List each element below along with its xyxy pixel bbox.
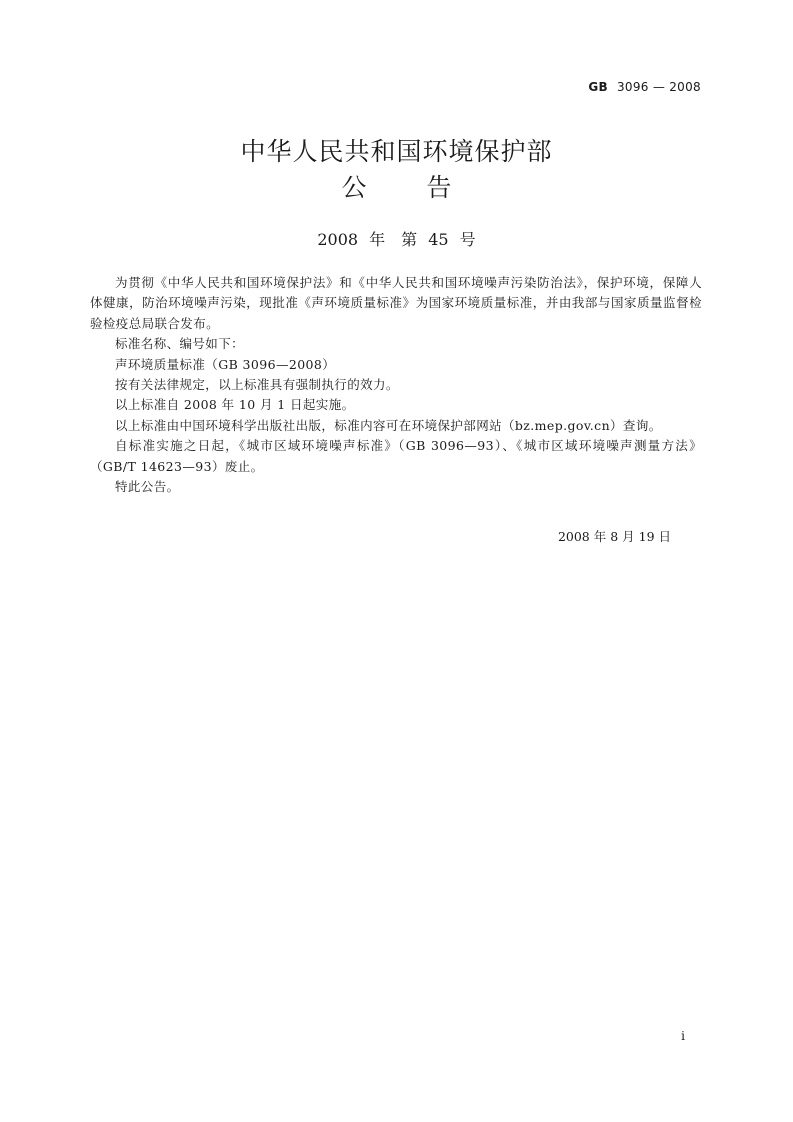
paragraph-standard-name: 声环境质量标准（GB 3096—2008） xyxy=(115,356,336,372)
paragraph-mandatory: 按有关法律规定，以上标准具有强制执行的效力。 xyxy=(115,377,399,393)
standard-number: 3096 — 2008 xyxy=(616,80,701,94)
issuing-organization: 中华人民共和国环境保护部 xyxy=(240,137,553,166)
issue-number: 2008 年 第 45 号 xyxy=(317,230,476,249)
standard-prefix: GB xyxy=(588,80,609,94)
standard-code xyxy=(588,80,701,94)
announcement-body xyxy=(90,273,702,497)
signature-date: 2008 年 8 月 19 日 xyxy=(557,529,671,544)
announcement-title: 公告 xyxy=(341,173,512,202)
paragraph-repeal: 自标准实施之日起，《城市区域环境噪声标准》（GB 3096—93）、《城市区域环境噪声测量方法》（GB/T 14623—93）废止。 xyxy=(90,438,702,474)
paragraph-purpose: 为贯彻《中华人民共和国环境保护法》和《中华人民共和国环境噪声污染防治法》，保护环境，保障人体健康，防治环境噪声污染，现批准《声环境质量标准》为国家环境质量标准，并由我部与国家质量监督检验检疫总局联合发布。 xyxy=(90,275,702,331)
page-number: i xyxy=(681,1029,685,1043)
paragraph-effective-date: 以上标准自 2008 年 10 月 1 日起实施。 xyxy=(115,397,355,413)
paragraph-publication: 以上标准由中国环境科学出版社出版，标准内容可在环境保护部网站（bz.mep.gov.cn）查询。 xyxy=(115,417,662,433)
paragraph-standard-intro: 标准名称、编号如下： xyxy=(115,336,245,352)
paragraph-closing: 特此公告。 xyxy=(115,479,180,495)
